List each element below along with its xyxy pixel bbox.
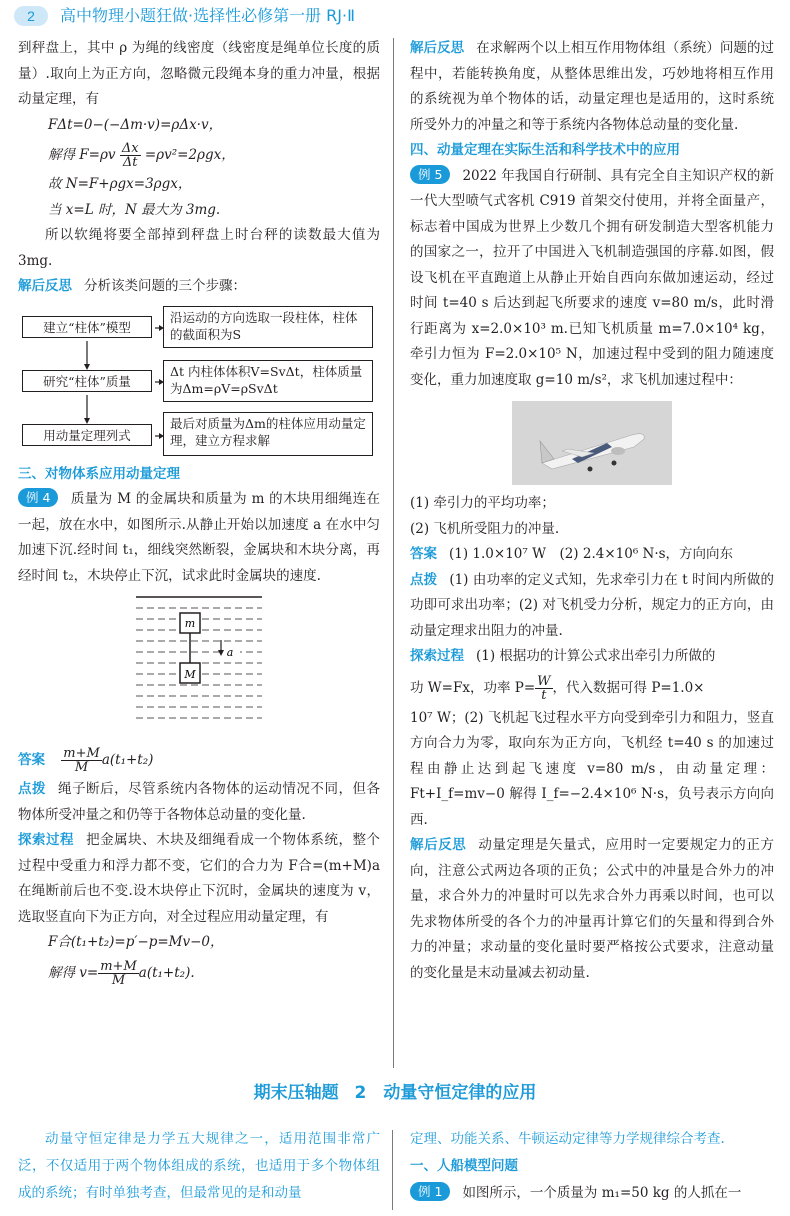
explore	[410, 644, 774, 670]
example-text: 如图所示，一个质量为 m₁=50 kg 的人抓在一	[462, 1185, 742, 1201]
column-divider	[392, 1130, 393, 1210]
reflection-label: 解后反思	[410, 40, 465, 56]
block-m-label: m	[184, 617, 196, 630]
answer-label: 答案	[18, 752, 45, 768]
answer-label: 答案	[410, 546, 437, 562]
flow-step-1-desc: 沿运动的方向选取一段柱体，柱体的截面积为S	[163, 306, 373, 348]
fraction	[61, 747, 102, 774]
denominator: M	[111, 972, 126, 988]
flow-step-1: 建立“柱体”模型	[22, 316, 152, 338]
numerator: m+M	[63, 746, 100, 761]
reflection-label: 解后反思	[18, 278, 72, 294]
reflection-text: 在求解两个以上相互作用物体组（系统）问题的过程中，若能转换角度，从整体思维出发，巧妙地将相互作用的系统视为单个物体的话，动量定理也是适用的，这时系统所受外力的冲量之和等于系统内各物体总动量的变化量.	[410, 40, 775, 133]
hint-text: (1) 由功率的定义式知，先求牵引力在 t 时间内所做的功即可求出功率；(2) 对飞机受力分析，规定力的正方向，由动量定理求出阻力的冲量.	[410, 571, 775, 639]
reflection-text: 动量定理是矢量式，应用时一定要规定力的正方向，注意公式两边各项的正负；公式中的冲量是合外力的冲量，求合外力的冲量时可以先求合外力再乘以时间，也可以先求物体所受的各个力的冲量再计算它们的矢量和得到合外力的冲量；求动量的变化量时要严格按公式要求，注意动量的变化量是末动量减去初动量.	[410, 837, 775, 981]
example-badge: 例 5	[410, 165, 450, 184]
water-blocks-figure	[18, 591, 380, 737]
acceleration-label: a	[226, 646, 234, 659]
explore-continued: 10⁷ W；(2) 飞机起飞过程水平方向受到牵引力和阻力，竖直方向合力为零，取向东为正方向，飞机经 t=40 s 的加速过程由静止达到起飞速度 v=80 m/s，由动量定理：Ft+I_f=mv−0 解得 I_f=−2.4×10⁶ N·s，负号表示方向向西.	[410, 709, 774, 828]
explore	[18, 828, 380, 930]
explore-text: 功 W=Fx，功率 P=	[410, 679, 536, 696]
airplane-photo	[512, 401, 672, 485]
hint-label: 点拨	[410, 571, 438, 588]
explore-text: 把金属块、木块及细绳看成一个物体系统，整个过程中受重力和浮力都不变，它们的合力为 F合=(m+M)a 在绳断前后也不变.设木块停止下沉时，金属块的速度为 v，选取竖直向下为正方向，对全过程应用动量定理，有	[18, 832, 381, 925]
example-1	[410, 1180, 774, 1207]
equation: 故 N=F+ρgx=3ρgx，	[48, 176, 192, 192]
answer-text: (1) 1.0×10⁷ W (2) 2.4×10⁶ N·s，方向向东	[449, 546, 734, 562]
numerator: Δx	[121, 141, 139, 156]
flow-step-2: 研究“柱体”质量	[22, 370, 152, 392]
example-text: 质量为 M 的金属块和质量为 m 的木块用细绳连在一起，放在水中，如图所示.从静止开始以加速度 a 在水中匀加速下沉.经时间 t₁，细线突然断裂，金属块和木块分离，再经时间 t₂，木块停止下沉，试求此时金属块的速度.	[18, 491, 380, 584]
example-badge: 例 1	[410, 1182, 450, 1201]
airplane-icon	[512, 401, 672, 485]
left-column	[18, 36, 380, 990]
equation	[18, 956, 380, 990]
example-4	[18, 487, 380, 589]
hint	[410, 568, 774, 645]
book-title: 高中物理小题狂做·选择性必修第一册 RJ·Ⅱ	[60, 6, 355, 25]
numerator: W	[537, 673, 551, 689]
hint	[18, 777, 380, 828]
hint-text: 绳子断后，尽管系统内各物体的运动情况不同，但各物体所受冲量之和仍等于各物体总动量的变化量.	[18, 781, 381, 823]
column-divider	[393, 38, 394, 1068]
page-number-badge: 2	[14, 6, 48, 26]
equation: FΔt=0−(−Δm·v)=ρΔx·v，	[48, 116, 223, 133]
question-1: (1) 牵引力的平均功率；	[410, 495, 555, 511]
explore-text: (1) 根据功的计算公式求出牵引力所做的	[476, 648, 716, 664]
flow-step-2-desc: Δt 内柱体体积V=SvΔt，柱体质量为Δm=ρV=ρSvΔt	[163, 360, 373, 402]
chapter-intro: 动量守恒定律是力学五大规律之一，适用范围非常广泛，不仅适用于两个物体组成的系统，也适用于多个物体组成的系统；有时单独考查，但最常见的是和动量	[18, 1131, 380, 1201]
explore-formula-line	[410, 670, 774, 706]
fraction	[120, 142, 141, 169]
example-5	[410, 164, 774, 394]
flow-diagram	[18, 304, 380, 456]
page-header	[0, 0, 790, 32]
explore-label: 探索过程	[410, 648, 464, 664]
explore-label: 探索过程	[18, 832, 75, 848]
equation-text: 解得 v=	[48, 964, 99, 981]
hint-label: 点拨	[18, 781, 47, 797]
reflection-label: 解后反思	[410, 837, 467, 853]
paragraph: 所以软绳将要全部掉到秤盘上时台秤的读数最大值为 3mg.	[18, 227, 380, 269]
equation: F合(t₁+t₂)=p′−p=Mv−0，	[48, 934, 224, 950]
flow-step-3-desc: 最后对质量为Δm的柱体应用动量定理，建立方程求解	[163, 412, 373, 456]
explore-text: ，代入数据可得 P=1.0×	[552, 679, 705, 696]
reflection	[18, 274, 380, 300]
answer-text: a(t₁+t₂)	[101, 752, 154, 768]
answer	[18, 743, 380, 777]
intro-text: 定理、功能关系、牛顿运动定律等力学规律综合考查.	[410, 1131, 725, 1147]
denominator: M	[74, 760, 89, 775]
section-heading: 四、动量定理在实际生活和科学技术中的应用	[410, 142, 680, 158]
section-heading: 一、人船模型问题	[410, 1158, 518, 1174]
section-heading: 三、对物体系应用动量定理	[18, 465, 180, 482]
reflection-text: 分析该类问题的三个步骤：	[84, 278, 246, 294]
example-badge: 例 4	[18, 488, 58, 507]
equation	[18, 138, 380, 172]
flow-step-3: 用动量定理列式	[22, 424, 152, 446]
paragraph: 到秤盘上，其中 ρ 为绳的线密度（线密度是绳单位长度的质量）.取向上为正方向，忽略微元段绳本身的重力冲量，根据动量定理，有	[18, 40, 380, 107]
block-M-label: M	[184, 668, 196, 681]
example-text: 2022 年我国自行研制、具有完全自主知识产权的新一代大型喷气式客机 C919 首架交付使用，并将全面量产，标志着中国成为世界上少数几个拥有研发制造大型客机能力的国家之一，拉开了中国进入飞机制造强国的序幕.如图，假设飞机在平直跑道上从静止开始自西向东做加速运动，经过时间 t=40 s 后达到起飞所要求的速度 v=80 m/s，此时滑行距离为 x=2.0×10³ m.已知飞机质量 m=7.0×10⁴ kg，牵引力恒为 F=2.0×10⁵ N，加速过程中受到的阻力随速度变化，重力加速度取 g=10 m/s²，求飞机加速过程中：	[410, 167, 774, 388]
denominator: Δt	[122, 155, 138, 170]
equation-text: =ρv²=2ρgx，	[144, 147, 235, 163]
denominator: t	[541, 687, 547, 703]
reflection	[410, 36, 774, 138]
right-column	[410, 36, 774, 986]
fraction	[535, 675, 552, 702]
chapter-title: 期末压轴题 2 动量守恒定律的应用	[253, 1083, 537, 1103]
chapter-intro-continued	[410, 1126, 774, 1207]
equation-text: a(t₁+t₂).	[138, 964, 195, 981]
fraction	[98, 960, 139, 987]
numerator: m+M	[100, 958, 137, 974]
question-2: (2) 飞机所受阻力的冲量.	[410, 520, 560, 537]
equation: 当 x=L 时，N 最大为 3mg.	[48, 201, 221, 218]
equation-text: 解得 F=ρv	[48, 147, 116, 163]
water-diagram	[18, 591, 380, 737]
reflection	[410, 833, 774, 986]
answer	[410, 542, 774, 568]
